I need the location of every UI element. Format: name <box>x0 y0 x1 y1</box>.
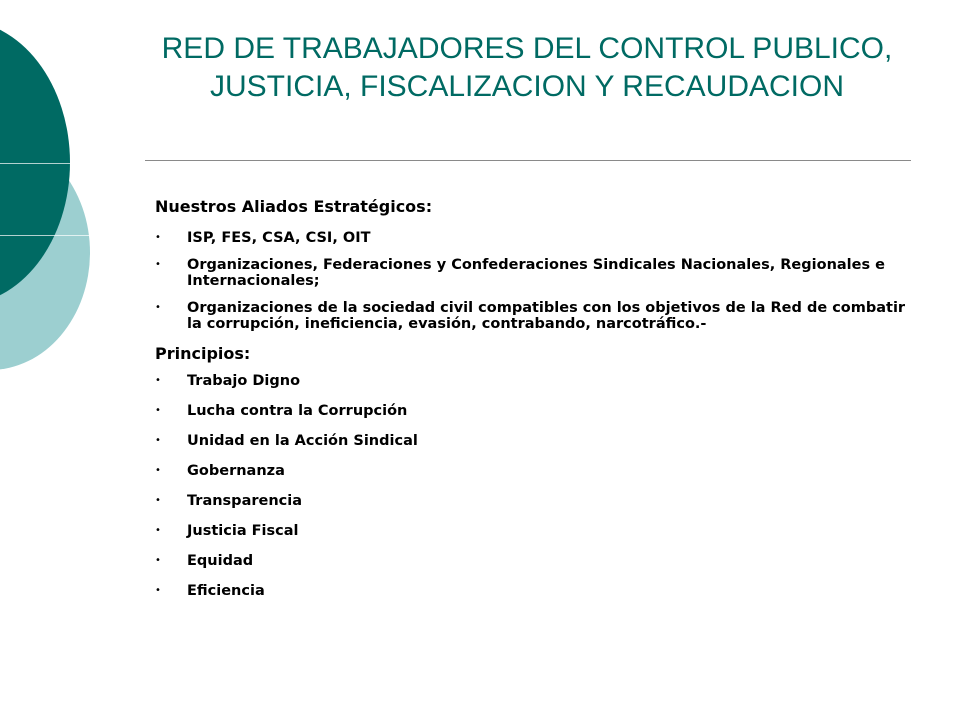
bullet-icon: • <box>155 259 161 270</box>
title-divider <box>145 160 911 161</box>
list-item <box>155 300 915 332</box>
list-item <box>155 403 915 419</box>
bullet-icon: • <box>155 405 161 416</box>
list-item-text: Organizaciones, Federaciones y Confederaciones Sindicales Nacionales, Regionales e Internacionales; <box>187 257 886 289</box>
bullet-icon: • <box>155 585 161 596</box>
list-item <box>155 433 915 449</box>
slide-body <box>155 196 915 613</box>
bullet-icon: • <box>155 465 161 476</box>
list-item <box>155 230 915 246</box>
list-item <box>155 373 915 389</box>
principles-list <box>155 373 915 599</box>
allies-heading: Nuestros Aliados Estratégicos: <box>155 197 433 216</box>
bullet-icon: • <box>155 555 161 566</box>
decorative-circles <box>0 0 110 400</box>
list-item-text: Lucha contra la Corrupción <box>187 403 408 419</box>
bullet-icon: • <box>155 435 161 446</box>
bullet-icon: • <box>155 302 161 313</box>
list-item-text: Trabajo Digno <box>187 373 301 389</box>
list-item-text: Transparencia <box>187 493 303 509</box>
allies-list <box>155 230 915 332</box>
list-item <box>155 493 915 509</box>
list-item <box>155 583 915 599</box>
decorative-line <box>0 235 110 236</box>
principles-heading: Principios: <box>155 344 251 363</box>
decorative-line <box>0 163 110 164</box>
list-item-text: Unidad en la Acción Sindical <box>187 433 418 449</box>
list-item <box>155 257 915 289</box>
list-item <box>155 463 915 479</box>
slide-title: RED DE TRABAJADORES DEL CONTROL PUBLICO, JUSTICIA, FISCALIZACION Y RECAUDACION <box>161 32 893 103</box>
list-item-text: Equidad <box>187 553 254 569</box>
list-item-text: Eficiencia <box>187 583 265 599</box>
bullet-icon: • <box>155 232 161 243</box>
list-item-text: Gobernanza <box>187 463 285 479</box>
bullet-icon: • <box>155 525 161 536</box>
bullet-icon: • <box>155 495 161 506</box>
list-item-text: Justicia Fiscal <box>187 523 299 539</box>
list-item <box>155 523 915 539</box>
list-item-text: Organizaciones de la sociedad civil compatibles con los objetivos de la Red de combatir la corrupción, ineficiencia, evasión, contrabando, narcotráfico.- <box>187 300 906 332</box>
list-item <box>155 553 915 569</box>
bullet-icon: • <box>155 375 161 386</box>
list-item-text: ISP, FES, CSA, CSI, OIT <box>187 230 371 246</box>
